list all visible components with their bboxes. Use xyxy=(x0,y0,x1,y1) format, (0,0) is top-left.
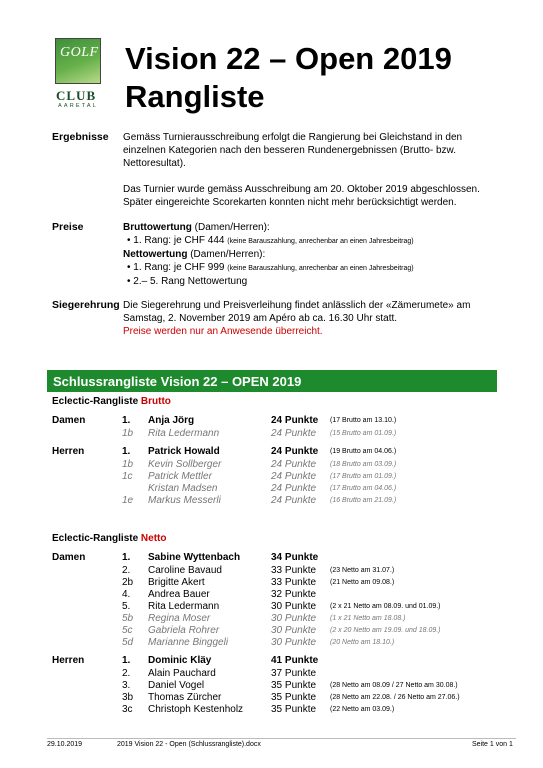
points-cell: 33 Punkte xyxy=(271,577,317,588)
ergebnisse-p2-line1: Das Turnier wurde gemäss Ausschreibung am 20. Oktober 2019 abgeschlossen. xyxy=(123,184,480,195)
category-cell: Herren xyxy=(52,446,85,457)
category-cell: Damen xyxy=(52,415,86,426)
netto-heading-word: Netto xyxy=(140,533,167,544)
siegerehrung-line1: Die Siegerehrung und Preisverleihung findet anlässlich der «Zämerumete» am xyxy=(123,300,471,311)
ranking-row xyxy=(0,446,543,459)
result-note-cell: (1 x 21 Netto am 18.08.) xyxy=(330,615,406,622)
rank-cell: 2. xyxy=(122,565,131,576)
siegerehrung-line2: Samstag, 2. November 2019 am Apéro ab ca. 16.30 Uhr statt. xyxy=(123,313,398,324)
ergebnisse-p1-line3: Nettoresultat). xyxy=(123,158,186,169)
rank-cell: 1c xyxy=(122,471,133,482)
result-note-cell: (17 Brutto am 13.10.) xyxy=(330,417,397,424)
points-cell: 35 Punkte xyxy=(271,704,317,715)
netto-prize-note: (keine Barauszahlung, anrechenbar an einen Jahresbeitrag) xyxy=(227,265,414,272)
footer-filename: 2019 Vision 22 - Open (Schlussrangliste).docx xyxy=(117,741,261,748)
points-cell: 33 Punkte xyxy=(271,565,317,576)
points-cell: 24 Punkte xyxy=(271,495,317,506)
result-note-cell: (2 x 21 Netto am 08.09. und 01.09.) xyxy=(330,603,441,610)
result-note-cell: (22 Netto am 03.09.) xyxy=(330,706,395,713)
siegerehrung-label: Siegerehrung xyxy=(52,299,120,311)
brutto-prize-item: • 1. Rang: je CHF 444 (keine Barauszahlung, anrechenbar an einen Jahresbeitrag) xyxy=(127,235,414,246)
ranking-row xyxy=(0,637,543,650)
points-cell: 30 Punkte xyxy=(271,637,317,648)
siegerehrung-text xyxy=(123,299,470,338)
rank-cell: 5c xyxy=(122,625,133,636)
rank-cell: 2b xyxy=(122,577,134,588)
points-cell: 30 Punkte xyxy=(271,601,317,612)
result-note-cell: (16 Brutto am 21.09.) xyxy=(330,497,397,504)
brutto-heading xyxy=(52,396,171,407)
rank-cell: 3c xyxy=(122,704,133,715)
player-name-cell: Anja Jörg xyxy=(148,415,195,426)
rank-cell: 3. xyxy=(122,680,131,691)
result-note-cell: (21 Netto am 09.08.) xyxy=(330,579,395,586)
points-cell: 30 Punkte xyxy=(271,625,317,636)
title-line-2: Rangliste xyxy=(125,79,265,114)
player-name-cell: Kevin Sollberger xyxy=(148,459,222,470)
title-line-1: Vision 22 – Open 2019 xyxy=(125,41,452,76)
player-name-cell: Dominic Kläy xyxy=(148,655,212,666)
brutto-prize-note: (keine Barauszahlung, anrechenbar an einen Jahresbeitrag) xyxy=(227,238,414,245)
brutto-heading-word: Brutto xyxy=(140,396,171,407)
ergebnisse-p2-line2: Später eingereichte Scorekarten konnten nicht mehr berücksichtigt werden. xyxy=(123,197,457,208)
netto-heading xyxy=(52,533,166,544)
points-cell: 34 Punkte xyxy=(271,552,319,563)
rank-cell: 1b xyxy=(122,428,134,439)
category-cell: Herren xyxy=(52,655,85,666)
rank-cell: 1. xyxy=(122,552,131,563)
rank-cell: 1. xyxy=(122,446,131,457)
points-cell: 41 Punkte xyxy=(271,655,319,666)
points-cell: 24 Punkte xyxy=(271,446,319,457)
player-name-cell: Rita Ledermann xyxy=(148,601,220,612)
club-logo xyxy=(55,38,101,112)
result-note-cell: (2 x 20 Netto am 19.09. und 18.09.) xyxy=(330,627,441,634)
footer-page: Seite 1 von 1 xyxy=(472,741,513,748)
logo-golf-text: GOLF xyxy=(60,45,99,60)
ranking-row xyxy=(0,704,543,717)
player-name-cell: Daniel Vogel xyxy=(148,680,205,691)
preise-label: Preise xyxy=(52,221,84,233)
result-note-cell: (15 Brutto am 01.09.) xyxy=(330,430,397,437)
netto-prize-item-1: • 1. Rang: je CHF 999 (keine Barauszahlung, anrechenbar an einen Jahresbeitrag) xyxy=(127,262,414,273)
result-note-cell: (17 Brutto am 04.06.) xyxy=(330,485,397,492)
player-name-cell: Christoph Kestenholz xyxy=(148,704,244,715)
ergebnisse-text xyxy=(123,131,480,209)
points-cell: 30 Punkte xyxy=(271,613,317,624)
ergebnisse-label: Ergebnisse xyxy=(52,131,109,143)
result-note-cell: (23 Netto am 31.07.) xyxy=(330,567,395,574)
player-name-cell: Kristan Madsen xyxy=(148,483,218,494)
result-note-cell: (18 Brutto am 03.09.) xyxy=(330,461,397,468)
rank-cell: 1. xyxy=(122,655,131,666)
points-cell: 32 Punkte xyxy=(271,589,317,600)
points-cell: 35 Punkte xyxy=(271,692,317,703)
netto-wertung-line xyxy=(123,248,414,261)
rank-cell: 5b xyxy=(122,613,134,624)
page-title xyxy=(125,40,452,116)
result-note-cell: (19 Brutto am 04.06.) xyxy=(330,448,397,455)
ranking-row xyxy=(0,415,543,428)
category-cell: Damen xyxy=(52,552,86,563)
player-name-cell: Patrick Mettler xyxy=(148,471,212,482)
netto-prize-text: 1. Rang: je CHF 999 xyxy=(133,262,225,273)
result-note-cell: (17 Brutto am 01.09.) xyxy=(330,473,397,480)
brutto-prize-text: 1. Rang: je CHF 444 xyxy=(133,235,225,246)
netto-heading-prefix: Eclectic-Rangliste xyxy=(52,533,141,544)
rank-cell: 5d xyxy=(122,637,134,648)
rank-cell: 2. xyxy=(122,668,131,679)
player-name-cell: Regina Moser xyxy=(148,613,211,624)
rank-cell: 1b xyxy=(122,459,134,470)
ergebnisse-p1-line1: Gemäss Turnierausschreibung erfolgt die Rangierung bei Gleichstand in den xyxy=(123,132,463,143)
footer-date: 29.10.2019 xyxy=(47,741,83,748)
footer-divider xyxy=(47,738,516,739)
player-name-cell: Marianne Binggeli xyxy=(148,637,229,648)
netto-wertung-suffix: (Damen/Herren): xyxy=(187,249,266,260)
points-cell: 35 Punkte xyxy=(271,680,317,691)
netto-prize-text-2: 2.– 5. Rang Nettowertung xyxy=(133,276,248,287)
ranking-row xyxy=(0,552,543,565)
ergebnisse-p1-line2: einzelnen Kategorien nach den besseren Rundenergebnissen (Brutto- bzw. xyxy=(123,145,456,156)
preise-text xyxy=(123,221,414,288)
player-name-cell: Patrick Howald xyxy=(148,446,220,457)
netto-prize-item-2: • 2.– 5. Rang Nettowertung xyxy=(127,276,248,287)
logo-emblem xyxy=(55,38,101,84)
points-cell: 37 Punkte xyxy=(271,668,317,679)
player-name-cell: Markus Messerli xyxy=(148,495,221,506)
points-cell: 24 Punkte xyxy=(271,483,317,494)
result-note-cell: (28 Netto am 08.09 / 27 Netto am 30.08.) xyxy=(330,682,458,689)
rank-cell: 5. xyxy=(122,601,131,612)
ranking-row xyxy=(0,655,543,668)
result-note-cell: (28 Netto am 22.08. / 26 Netto am 27.06.) xyxy=(330,694,460,701)
ranking-row xyxy=(0,428,543,441)
player-name-cell: Brigitte Akert xyxy=(148,577,205,588)
ranking-row xyxy=(0,495,543,508)
points-cell: 24 Punkte xyxy=(271,428,317,439)
result-note-cell: (20 Netto am 18.10.) xyxy=(330,639,395,646)
rank-cell: 1. xyxy=(122,415,131,426)
rank-cell: 4. xyxy=(122,589,131,600)
player-name-cell: Thomas Zürcher xyxy=(148,692,222,703)
brutto-heading-prefix: Eclectic-Rangliste xyxy=(52,396,141,407)
player-name-cell: Alain Pauchard xyxy=(148,668,216,679)
points-cell: 24 Punkte xyxy=(271,471,317,482)
player-name-cell: Andrea Bauer xyxy=(148,589,210,600)
siegerehrung-line3: Preise werden nur an Anwesende überreicht. xyxy=(123,326,323,337)
rank-cell: 1e xyxy=(122,495,134,506)
schlussrangliste-title: Schlussrangliste Vision 22 – OPEN 2019 xyxy=(53,374,302,389)
player-name-cell: Rita Ledermann xyxy=(148,428,220,439)
schlussrangliste-banner xyxy=(47,370,497,392)
player-name-cell: Gabriela Rohrer xyxy=(148,625,220,636)
brutto-wertung-line xyxy=(123,221,414,234)
brutto-wertung-suffix: (Damen/Herren): xyxy=(191,222,270,233)
rank-cell: 3b xyxy=(122,692,134,703)
logo-aaretal-text: AARETAL xyxy=(58,103,99,109)
player-name-cell: Sabine Wyttenbach xyxy=(148,552,241,563)
logo-club-text: CLUB xyxy=(56,88,97,103)
points-cell: 24 Punkte xyxy=(271,415,319,426)
netto-wertung-heading: Nettowertung xyxy=(123,249,188,260)
player-name-cell: Caroline Bavaud xyxy=(148,565,222,576)
brutto-wertung-heading: Bruttowertung xyxy=(123,222,192,233)
points-cell: 24 Punkte xyxy=(271,459,317,470)
